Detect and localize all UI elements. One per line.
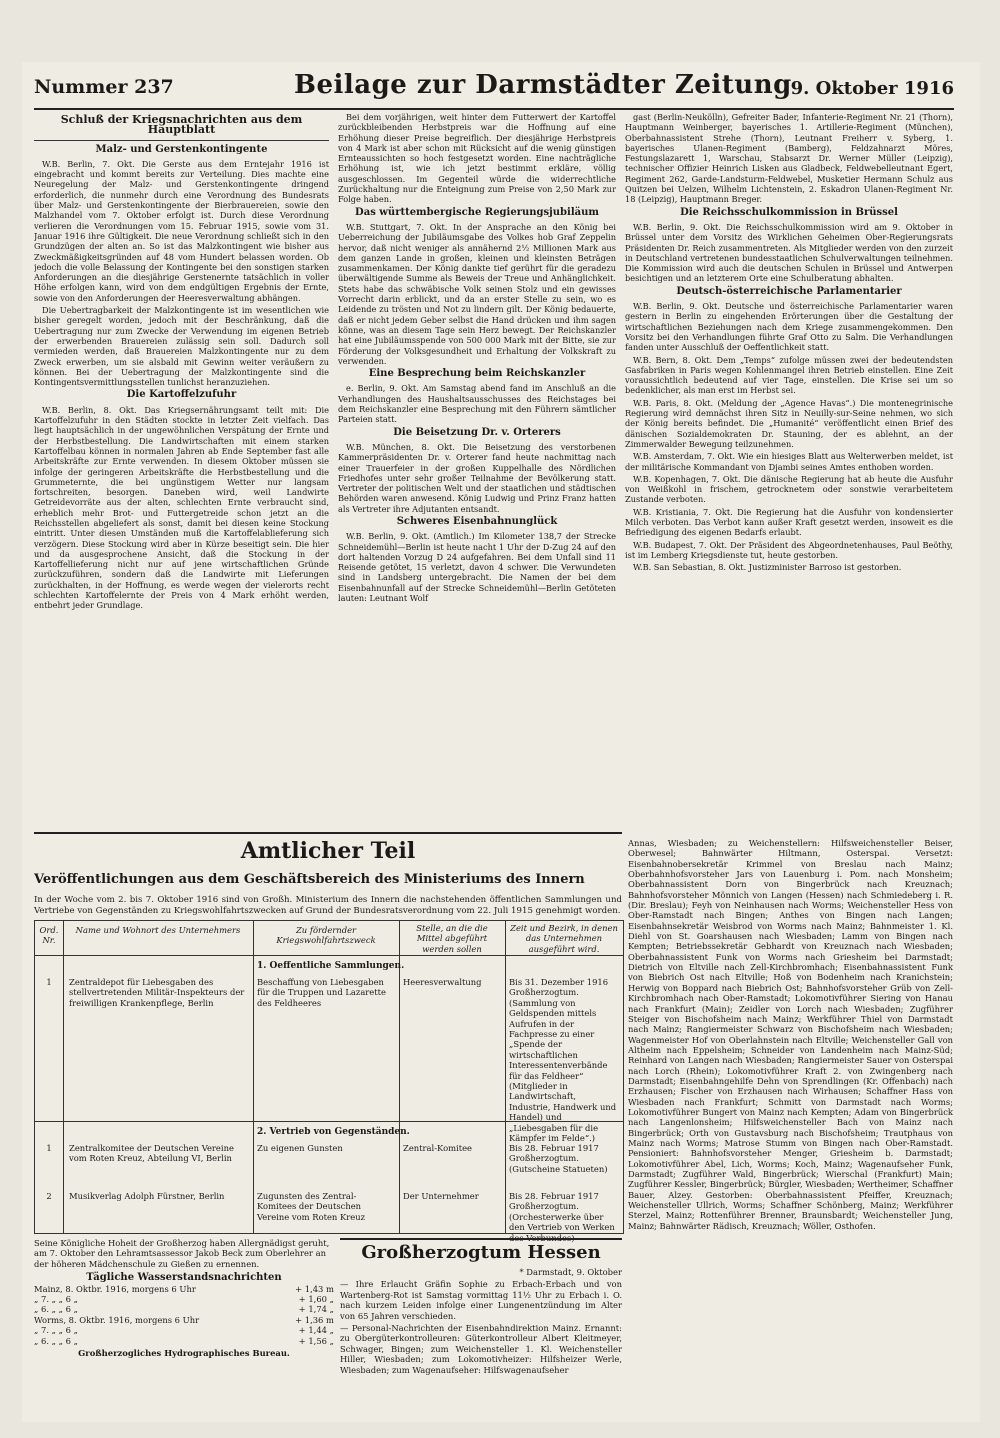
article-text: — Ihre Erlaucht Gräfin Sophie zu Erbach-Erbach und von Wartenberg-Rot ist Samstag vormittag 11½ Uhr zu Erbach i. O. nach kurzem Leiden infolge einer Lungenentzündung im Alter von 65 Jahren verschieden. — [340, 1279, 622, 1321]
personnel-notice: Seine Königliche Hoheit der Großherzog haben Allergnädigst geruht, am 7. Oktober den Lehramtsassessor Jakob Beck zum Oberlehrer an der höheren Mädchenschule zu Gießen zu ernennen. — [34, 1238, 330, 1269]
water-level-row — [34, 1294, 334, 1304]
article-heading: Die Reichsschulkommission in Brüssel — [680, 206, 898, 218]
article-text: Bei dem vorjährigen, weit hinter dem Futterwert der Kartoffel zurückbleibenden Herbstpreis war die Hoffnung auf eine Erhöhung dieser Preise begreiflich. Der diesjährige Herbstpreis von 4 Mark ist aber schon mit Rücksicht auf die wenig günstigen Ernteaussichten so hoch festgesetzt worden. Eine nachträgliche Erhöhung ist, wie ich jetzt bestimmt erkläre, völlig ausgeschlossen. Im Gegenteil würde die widerrechtliche Zurückhaltung nur die Enteignung zum Preise von 2,50 Mark zur Folge haben. — [338, 112, 616, 205]
table-header: Stelle, an die die Mittel abgeführt werden sollen — [416, 923, 488, 954]
article-text: W.B. Berlin, 9. Okt. Die Reichsschulkommission wird am 9. Oktober in Brüssel unter dem Vorsitz des Wirklichen Geheimen Ober-Regierungsrats Präsidenten Dr. Reich zusammentreten. Als Mitglieder werden von den zurzeit in Deutschland vertretenen bundesstaatlichen Schulverwaltungen teilnehmen. Die Kommission wird auch die deutschen Schulen in Brüssel und Antwerpen besichtigen und an letzterem Orte eine Schulberatung abhalten. — [625, 221, 953, 284]
article-text: Die Uebertragbarkeit der Malzkontingente ist im wesentlichen wie bisher geregelt worden, jedoch mit der Beschränkung, daß die Uebertragung nur zum Zwecke der Verwendung im eigenen Betrieb der erwerbenden Brauereien zulässig sein soll. Dadurch soll vermieden werden, daß Brauereien Malzkontingente nur zu dem Zweck erwerben, um sie alsbald mit Gewinn weiter veräußern zu können. Bei der Uebertragung der Malzkontingente sind die Kontingentsvermittlungsstellen tunlichst heranzuziehen. — [34, 305, 329, 388]
divider — [34, 140, 329, 141]
publications-heading: Veröffentlichungen aus dem Geschäftsbereich des Ministeriums des Innern — [34, 872, 585, 887]
article-heading: Malz- und Gerstenkontingente — [95, 143, 268, 155]
table-header: Ord. Nr. — [39, 925, 59, 946]
article-heading: Das württembergische Regierungsjubiläum — [355, 206, 599, 218]
table-header: Zeit und Bezirk, in denen das Unternehmen ausgeführt wird. — [510, 923, 618, 954]
permits-table — [34, 920, 624, 1243]
article-text: W.B. Budapest, 7. Okt. Der Präsident des Abgeordnetenhauses, Paul Beöthy, ist im Lemberg Kriegsdienste tut, heute gestorben. — [625, 539, 953, 560]
table-header: Name und Wohnort des Unternehmers — [75, 925, 241, 935]
article-heading: Eine Besprechung beim Reichskanzler — [368, 368, 586, 380]
article-text: W.B. San Sebastian, 8. Okt. Justizminister Barroso ist gestorben. — [633, 562, 902, 573]
article-text: gast (Berlin-Neukölln), Gefreiter Bader, Infanterie-Regiment Nr. 21 (Thorn), Hauptmann Weinberger, bayerisches 1. Artillerie-Regiment (München), Oberbahnassistent Strehe (Thorn), Leutnant Freiherr v. Syberg, 1. bayerisches Ulanen-Regiment (Bamberg), Feldzahnarzt Möres, Festungslazarett 1, Warschau, Stabsarzt Dr. Werner Müller (Leipzig), technischer Offizier Heinrich Lisken aus Gladbeck, Feldwebelleutnant Egert, Regiment 262, Garde-Landsturm-Feldwebel, Musketier Hermann Schulz aus Quitzen bei Uelzen, Wilhelm Lichtenstein, 2. Eskadron Ulanen-Regiment Nr. 18 (Leipzig), Hauptmann Breger. — [625, 112, 953, 205]
water-levels-title: Tägliche Wasserstandsnachrichten — [86, 1272, 282, 1284]
table-cell: 1 — [46, 977, 52, 987]
hessen-section — [340, 1238, 622, 1377]
issue-date: 9. Oktober 1916 — [790, 78, 954, 99]
column-2 — [338, 112, 616, 828]
table-cell: Zugunsten des Zentral-Komitees der Deutschen Vereine vom Roten Kreuz — [257, 1191, 366, 1222]
table-cell: Zentralkomitee der Deutschen Vereine vom Roten Kreuz, Abteilung VI, Berlin — [69, 1143, 234, 1164]
article-text: W.B. Berlin, 8. Okt. Das Kriegsernährungsamt teilt mit: Die Kartoffelzufuhr in den Städten stockte in letzter Zeit vielfach. Das liegt hauptsächlich in der ungewöhnlichen Verspätung der Ernte und der Herbstbestellung. Die Landwirtschaften mit einem starken Kartoffelbau können in normalen Jahren ab Ende September fast alle Arbeitskräfte zur Ernte verwenden. In diesem Oktober müssen sie infolge der geringeren Arbeitskräfte die Herbstbestellung und die Grummeternte, die bei ungünstigem Wetter nur langsam fortschreiten, besorgen. Daneben wird, weil Landwirte Getreidevorräte aus der alten, schlechten Ernte verbraucht sind, erheblich mehr Brot- und Futtergetreide schon jetzt an die Reichsstellen abgeliefert als sonst, damit bei diesen keine Stockung eintritt. Unter diesen Umständen muß die Kartoffelablieferung sich verzögern. Diese Stockung wird aber in Kürze beseitigt sein. Die hier und da ausgesprochene Ansicht, daß die Stockung in der Kartoffellieferung nicht nur auf jene wirtschaftlichen Gründe zurückzuführen, sondern daß die Landwirte mit Lieferungen zurückhalten, in der Hoffnung, es werde wegen der vielerorts recht schlechten Kartoffelernte der Preis von 4 Mark erhöht werden, entbehrt jeder Grundlage. — [34, 404, 329, 611]
article-text: W.B. Kopenhagen, 7. Okt. Die dänische Regierung hat ab heute die Ausfuhr von Weißkohl in frischem, getrocknetem oder sonstwie verarbeitetem Zustande verboten. — [625, 473, 953, 505]
article-text: — Personal-Nachrichten der Eisenbahndirektion Mainz. Ernannt: zu Obergüterkontrolleuren: Güterkontrolleur Albert Kleitmeyer, Schwager, Bingen; zum Weichensteller 1. Kl. Weichensteller Hiller, Wiesbaden; zum Lokomotivheizer: Hilfsheizer Werle, Wiesbaden; zum Wagenaufseher: Hilfswagenaufseher — [340, 1323, 622, 1375]
water-level-row — [34, 1304, 334, 1314]
table-section: 2. Vertrieb von Gegenständen. — [257, 1127, 410, 1137]
table-cell: Zentraldepot für Liebesgaben des stellvertretenden Militär-Inspekteurs der freiwilligen Krankenpflege, Berlin — [69, 977, 245, 1008]
water-level-value: + 1,36 m — [295, 1314, 334, 1325]
issue-number: Nummer 237 — [34, 76, 174, 98]
section-heading: Schluß der Kriegsnachrichten aus dem Hauptblatt — [60, 113, 303, 137]
article-text: W.B. Berlin, 9. Okt. Deutsche und österreichische Parlamentarier waren gestern in Berlin zu eingehenden Erörterungen über die Gestaltung der wirtschaftlichen Beziehungen nach dem Kriege zusammengekommen. Den Vorsitz bei den Verhandlungen führte Graf Otto zu Salm. Die Verhandlungen fanden unter Ausschluß der Oeffentlichkeit statt. — [625, 301, 953, 353]
water-level-label: „ 7. „ „ 6 „ — [34, 1325, 78, 1336]
hessen-body — [340, 1267, 622, 1375]
table-cell: Musikverlag Adolph Fürstner, Berlin — [69, 1191, 225, 1201]
table-cell: 1 — [46, 1143, 52, 1153]
table-cell: Bis 28. Februar 1917 Großherzogtum. (Gutscheine Statueten) — [509, 1143, 608, 1174]
water-level-value: + 1,44 „ — [298, 1325, 334, 1336]
water-level-row — [34, 1336, 334, 1346]
article-text: W.B. Bern, 8. Okt. Dem „Temps“ zufolge müssen zwei der bedeutendsten Gasfabriken in Paris wegen Kohlenmangel ihren Betrieb einstellen. Eine Zeit voraussichtlich bedeutend auf vier Tage, einstellen. Die Krise sei um so bedenklicher, als man erst im Herbst sei. — [625, 354, 953, 396]
water-level-row: Mainz, 8. Oktbr. 1916, morgens 6 Uhr + 1,43 m — [34, 1283, 334, 1294]
article-text: W.B. München, 8. Okt. Die Beisetzung des verstorbenen Kammerpräsidenten Dr. v. Orterer fand heute nachmittag nach einer Trauerfeier in der großen Kuppelhalle des Nördlichen Friedhofes unter sehr großer Teilnahme der Bevölkerung statt. Vertreter der politischen Welt und der staatlichen und städtischen Behörden waren anwesend. König Ludwig und Prinz Franz hatten als Vertreter ihre Adjutanten entsandt. — [338, 441, 616, 514]
water-level-label: „ 6. „ „ 6 „ — [34, 1304, 78, 1315]
article-heading: Schweres Eisenbahnunglück — [396, 515, 558, 527]
table-cell: Beschaffung von Liebesgaben für die Truppen und Lazarette des Feldheeres — [257, 977, 386, 1008]
masthead — [34, 72, 954, 110]
water-level-row — [34, 1325, 334, 1335]
water-level-value: + 1,56 „ — [298, 1335, 334, 1346]
table-header: Zu fördernder Kriegswohlfahrtszweck — [276, 925, 376, 946]
table-section: 1. Oeffentliche Sammlungen. — [257, 961, 405, 971]
article-text: e. Berlin, 9. Okt. Am Samstag abend fand im Anschluß an die Verhandlungen des Haushaltsausschusses des Reichstages bei dem Reichskanzler eine Besprechung mit den Führern sämtlicher Parteien statt. — [338, 383, 616, 425]
article-heading: Deutsch-österreichische Parlamentarier — [676, 285, 902, 297]
official-section-title: Amtlicher Teil — [240, 838, 416, 864]
article-heading: Die Beisetzung Dr. v. Orterers — [393, 426, 561, 438]
table-cell: Zentral-Komitee — [403, 1143, 473, 1153]
section-divider — [34, 832, 622, 834]
personnel-list: Annas, Wiesbaden; zu Weichenstellern: Hilfsweichensteller Beiser, Oberwesel; Bahnwärter Hiltmann, Osterspai. Versetzt: Eisenbahnobersekretär Krimmel von Breslau nach Mainz; Oberbahnhofsvorsteher Jars von Lauenburg i. Pom. nach Monsheim; Oberbahnassistent Dorn von Bingerbrück nach Kreuznach; Bahnhofsvorsteher Mönnich von Langen (Hessen) nach Schmiedeberg i. R. (Dir. Breslau); Feyh von Neinhausen nach Worms; Weichensteller Hess von Ober-Ramstadt nach Bingen; Anthes von Bingen nach Langen; Eisenbahnsekretär Weisbrod von Worms nach Mainz; Bahnmeister 1. Kl. Diehl von St. Goarshausen nach Wiesbaden; Lamm von Bingen nach Kempten; Betriebssekretär Gebhardt von Kreuznach nach Wiesbaden; Oberbahnassistent Funk von Worms nach Griesheim bei Darmstadt; Dietrich von Eltville nach Zell-Kirchbromhach; Eisenbahnassistent Funk von Biebrich Ost nach Eltville; Hoß von Bodenheim nach Kranichstein; Herwig von Boppard nach Biebrich Ost; Bahnhofsvorsteher Grüb von Zell-Kirchbromhach nach Ober-Ramstadt; Lokomotivführer Siering von Hanau nach Frankfurt (Main); Zeidler von Lorch nach Wiesbaden; Zugführer Steiger von Bischofsheim nach Mainz; Werkführer Thiel von Darmstadt nach Mainz; Rangiermeister Schwarz von Bischofsheim nach Wiesbaden; Wagenmeister Hof von Oberlahnstein nach Eltville; Weichensteller Gall von Altheim nach Eppelsheim; Schneider von Landenheim nach Mainz-Süd; Reinhard von Langen nach Wiesbaden; Rangiermeister Sauer von Osterspai nach Lorch (Rhein); Lokomotivführer Kraft 2. von Zwingenberg nach Darmstadt; Eisenbahngehilfe Dehn von Sprendlingen (Kr. Offenbach) nach Erzhausen; Fischer von Erzhausen nach Wirhausen; Schaffner Hass von Wiesbaden nach Frankfurt; Schmitt von Darmstadt nach Worms; Lokomotivführer Bungert von Mainz nach Kempten; Adam von Bingerbrück nach Langenlonsheim; Hilfsweichensteller Bach von Mainz nach Bingerbrück; Orth von Gustavsburg nach Bischofsheim; Trautphaus von Mainz nach Worms; Matrose Stumm von Bingen nach Ober-Ramstadt. Pensioniert: Bahnhofsvorsteher Menger, Griesheim b. Darmstadt; Lokomotivführer Abel, Lich, Worms; Koch, Mainz; Wagenaufseher Funk, Darmstadt; Zugführer Wald, Bingerbrück; Wierschal (Frankfurt) Main; Zugführer Kessler, Bingerbrück; Bürgler, Wiesbaden; Wertheimer, Schaffner Bauer, Alzey. Gestorben: Oberbahnassistent Pfeiffer, Kreuznach; Weichensteller Ullrich, Worms; Schaffner Schönberg, Mainz; Werkführer Sterzel, Mainz; Rottenführer Brenner, Braunsbardt; Weichensteller Jung, Mainz; Bahnwärter Rädisch, Kreuznach; Wöller, Osthofen. — [628, 838, 953, 1231]
table-cell: 2 — [46, 1191, 52, 1201]
newspaper-title: Beilage zur Darmstädter Zeitung — [294, 70, 792, 100]
article-text: W.B. Berlin, 7. Okt. Die Gerste aus dem Erntejahr 1916 ist eingebracht und kommt bereits zur Verteilung. Dies machte eine Neuregelung der Malz- und Gerstenkontingente dringend erforderlich, die nunmehr durch eine Verordnung des Bundesrats über Malz- und Gerstenkontingente der Bierbrauereien, sowie den Malzhandel vom 7. Oktober erfolgt ist. Durch diese Verordnung verlieren die Verordnungen vom 15. Februar 1915, sowie vom 31. Januar 1916 ihre Gültigkeit. Die neue Verordnung schließt sich in den Grundzügen der alten an. So ist das Malzkontingent wie bisher aus Zweckmäßigkeitsgründen auf 48 vom Hundert belassen worden. Ob jedoch die volle Belassung der Kontingente bei den sonstigen starken Anforderungen an die diesjährige Gerstenernte tatsächlich in voller Höhe erfolgen kann, wird von dem endgültigen Ergebnis der Ernte, sowie von den Anforderungen der Heeresverwaltung abhängen. — [34, 158, 329, 303]
water-level-label: „ 7. „ „ 6 „ — [34, 1294, 78, 1305]
water-level-label: Worms, 8. Oktbr. 1916, morgens 6 Uhr — [34, 1314, 200, 1325]
column-3 — [625, 112, 953, 828]
column-1 — [34, 112, 329, 828]
right-column-lower — [628, 838, 953, 1416]
table-cell: Zu eigenen Gunsten — [257, 1143, 343, 1153]
water-level-value: + 1,60 „ — [298, 1294, 334, 1305]
article-text: W.B. Amsterdam, 7. Okt. Wie ein hiesiges Blatt aus Welterwerben meldet, ist der militärische Kommandant von Djambi seines Amtes enthoben worden. — [625, 451, 953, 472]
hessen-title: Großherzogtum Hessen — [340, 1238, 622, 1263]
water-level-value: + 1,74 „ — [298, 1304, 334, 1315]
article-text: W.B. Paris, 8. Okt. (Meldung der „Agence Havas“.) Die montenegrinische Regierung wird demnächst ihren Sitz in Neuilly-sur-Seine nehmen, wo sich der König bereits befindet. Die „Humanité“ veröffentlicht einen Brief des dänischen Sozialdemokraten Dr. Stauning, der es ablehnt, an der Zimmerwalder Bewegung teilzunehmen. — [625, 397, 953, 449]
lower-left-block — [34, 1238, 334, 1358]
table-cell: Der Unternehmer — [403, 1191, 479, 1201]
table-cell: Heeresverwaltung — [403, 977, 482, 987]
water-level-label: „ 6. „ „ 6 „ — [34, 1335, 78, 1346]
water-levels-footer: Großherzogliches Hydrographisches Bureau. — [78, 1348, 290, 1359]
article-text: W.B. Berlin, 9. Okt. (Amtlich.) Im Kilometer 138,7 der Strecke Schneidemühl—Berlin ist heute nacht 1 Uhr der D-Zug 24 auf den dort haltenden Vorzug D 24 aufgefahren. Bei dem Unfall sind 11 Reisende getötet, 15 verletzt, davon 4 schwer. Die Verwundeten sind in Landsberg untergebracht. Die Namen der bei dem Eisenbahnunfall auf der Strecke Schneidemühl—Berlin Getöteten lauten: Leutnant Wolf — [338, 531, 616, 604]
dateline: * Darmstadt, 9. Oktober — [519, 1267, 622, 1277]
article-text: W.B. Stuttgart, 7. Okt. In der Ansprache an den König bei Ueberreichung der Jubiläumsgabe des Volkes hob Graf Zeppelin hervor, daß nicht weniger als annähernd 2½ Millionen Mark aus dem ganzen Lande in großen, kleinen und kleinsten Beträgen zusammenkamen. Der König dankte tief gerührt für die geradezu überwältigende Summe als Beweis der Treue und Anhänglichkeit. Stets habe das schwäbische Volk seinen Stolz und ein gewisses Vorrecht darin erblickt, und da an erster Stelle zu sein, wo es Leidende zu trösten und Not zu lindern gilt. Der König bedauerte, daß er nicht jedem Geber selbst die Hand drücken und ihm sagen könne, was an diesem Tage sein Herz bewegt. Der Reichskanzler hat eine Jubiläumsspende von 500 000 Mark mit der Bitte, sie zur Förderung der Volksgesundheit und Erhaltung der Volkskraft zu verwenden. — [338, 221, 616, 366]
article-heading: Die Kartoffelzufuhr — [126, 389, 237, 401]
water-level-row — [34, 1315, 334, 1325]
table-cell: Bis 28. Februar 1917 Großherzogtum. (Orchesterwerke über den Vertrieb von Werken des Verbundes) — [509, 1191, 615, 1243]
publications-intro: In der Woche vom 2. bis 7. Oktober 1916 sind von Großh. Ministerium des Innern die nachstehenden öffentlichen Sammlungen und Vertriebe von Gegenständen zu Kriegswohlfahrtszwecken auf Grund der Bundesratsverordnung vom 22. Juli 1915 genehmigt worden. — [34, 895, 622, 916]
table-cell: Bis 31. Dezember 1916 Großherzogtum. (Sammlung von Geldspenden mittels Aufrufen in der Fachpresse zu einer „Spende der wirtschaftlichen Interessentenverbände für das Feldheer“ (Mitglieder in Landwirtschaft, Industrie, Handwerk und Handel) und „Liebesgaben für die Kämpfer im Felde“.) — [509, 977, 617, 1144]
article-text: W.B. Kristiania, 7. Okt. Die Regierung hat die Ausfuhr von kondensierter Milch verboten. Das Verbot kann außer Kraft gesetzt werden, insoweit es die Befriedigung des eigenen Bedarfs erlaubt. — [625, 506, 953, 538]
